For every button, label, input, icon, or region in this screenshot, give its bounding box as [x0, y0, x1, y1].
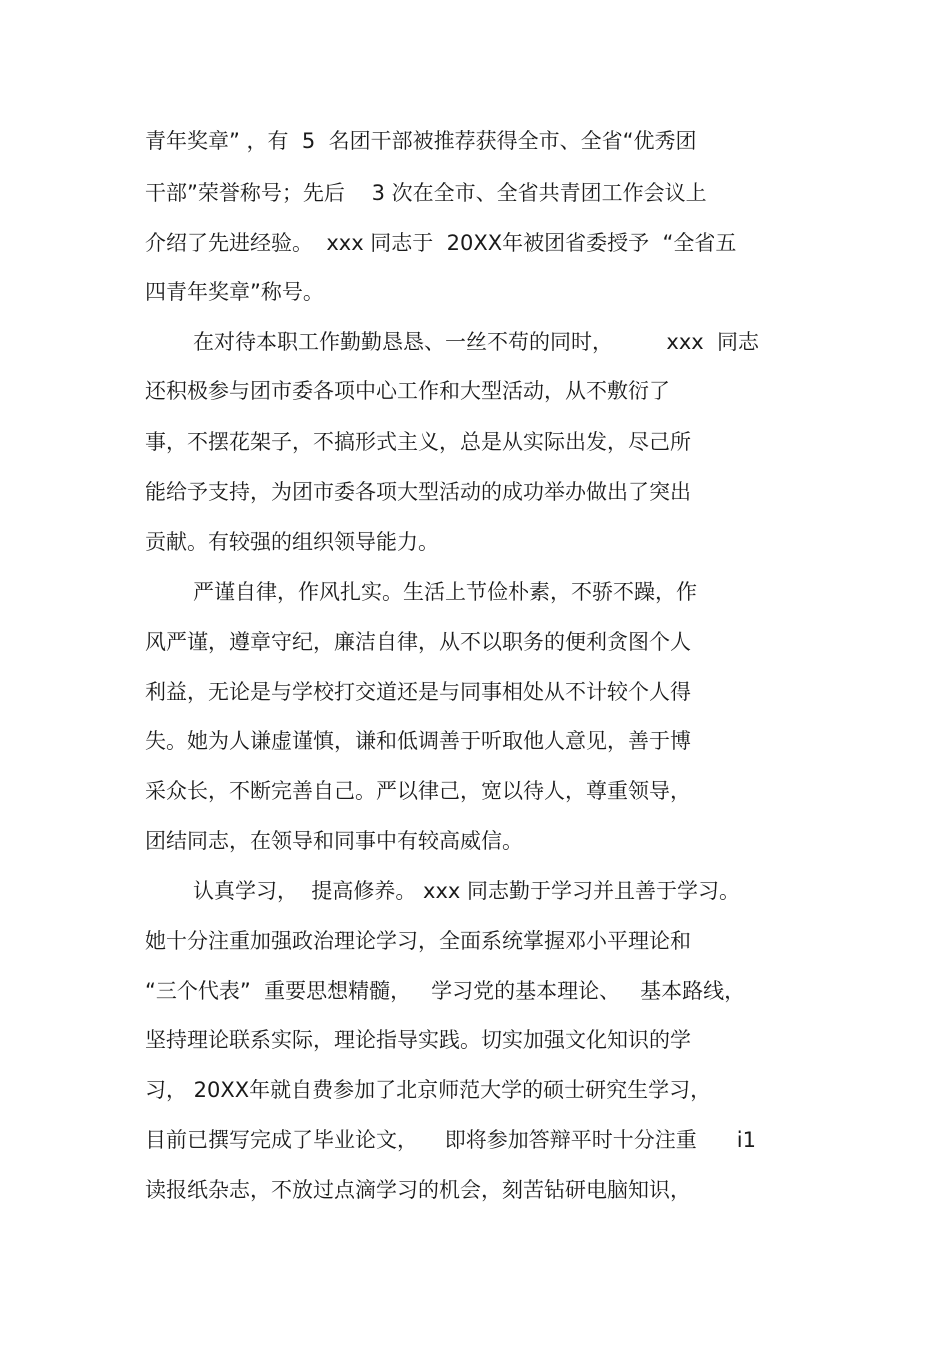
text-line: 贡献。有较强的组织领导能力。 [145, 530, 439, 554]
text-line: 介绍了先进经验。 xxx 同志于 20XX年被团省委授予 “全省五 [145, 231, 737, 255]
text-line: “三个代表” 重要思想精髓， 学习党的基本理论、 基本路线， [145, 979, 746, 1003]
text-line: 干部”荣誉称号；先后 3 次在全市、全省共青团工作会议上 [145, 181, 707, 205]
text-line: 目前已撰写完成了毕业论文， 即将参加答辩平时十分注重 i1 [145, 1128, 756, 1152]
text-line: 失。她为人谦虚谨慎，谦和低调善于听取他人意见，善于博 [145, 729, 691, 753]
paragraph-first-line: 严谨自律，作风扎实。生活上节俭朴素，不骄不躁，作 [193, 580, 697, 604]
text-line: 青年奖章” ，有 5 名团干部被推荐获得全市、全省“优秀团 [145, 129, 697, 153]
text-line: 事，不摆花架子，不搞形式主义，总是从实际出发，尽己所 [145, 430, 691, 454]
text-line: 四青年奖章”称号。 [145, 280, 324, 304]
text-line: 采众长，不断完善自己。严以律己，宽以待人，尊重领导， [145, 779, 691, 803]
paragraph-first-line: 认真学习， 提高修养。 xxx 同志勤于学习并且善于学习。 [193, 879, 740, 903]
text-line: 能给予支持，为团市委各项大型活动的成功举办做出了突出 [145, 480, 691, 504]
text-line: 风严谨，遵章守纪，廉洁自律，从不以职务的便利贪图个人 [145, 630, 691, 654]
paragraph-first-line: 在对待本职工作勤勤恳恳、一丝不苟的同时， xxx 同志 [193, 330, 760, 354]
text-line: 读报纸杂志，不放过点滴学习的机会，刻苦钻研电脑知识， [145, 1178, 691, 1202]
text-line: 习， 20XX年就自费参加了北京师范大学的硕士研究生学习， [145, 1078, 712, 1102]
text-line: 还积极参与团市委各项中心工作和大型活动，从不敷衍了 [145, 379, 670, 403]
text-line: 利益，无论是与学校打交道还是与同事相处从不计较个人得 [145, 680, 691, 704]
text-line: 她十分注重加强政治理论学习，全面系统掌握邓小平理论和 [145, 929, 691, 953]
text-line: 坚持理论联系实际，理论指导实践。切实加强文化知识的学 [145, 1028, 691, 1052]
text-line: 团结同志，在领导和同事中有较高威信。 [145, 829, 523, 853]
